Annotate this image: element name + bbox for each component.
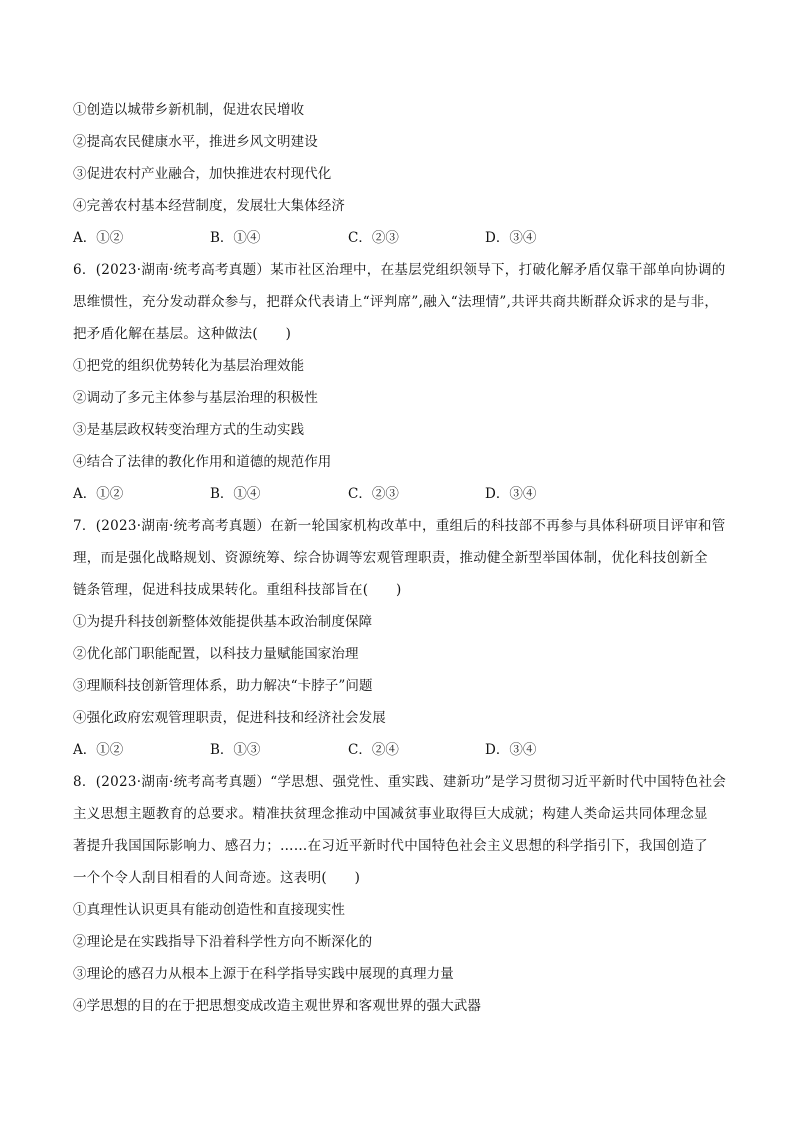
q6-option-d: D．③④ (485, 486, 537, 502)
q5-item-4: ④完善农村基本经营制度，发展壮大集体经济 (73, 198, 345, 214)
q7-stem-line-3: 链条管理，促进科技成果转化。重组科技部旨在( ) (73, 582, 402, 598)
q5-option-d: D．③④ (485, 230, 537, 246)
q8-stem-line-4: 一个个令人刮目相看的人间奇迹。这表明( ) (73, 870, 361, 886)
q7-stem-line-1: 7．(2023·湖南·统考高考真题）在新一轮国家机构改革中，重组后的科技部不再参与具体科研项目评审和管 (73, 518, 726, 534)
q6-option-a: A．①② (73, 486, 124, 502)
q8-item-2: ②理论是在实践指导下沿着科学性方向不断深化的 (73, 934, 373, 950)
q8-item-4: ④学思想的目的在于把思想变成改造主观世界和客观世界的强大武器 (73, 998, 481, 1014)
q5-option-b: B．①④ (210, 230, 261, 246)
q5-options (73, 228, 733, 248)
q5-item-1: ①创造以城带乡新机制，促进农民增收 (73, 102, 305, 118)
q6-stem-line-1: 6．(2023·湖南·统考高考真题）某市社区治理中，在基层党组织领导下，打破化解矛盾仅靠干部单向协调的 (73, 262, 726, 278)
q6-option-c: C．②③ (348, 486, 399, 502)
q6-stem-line-2: 思维惯性，充分发动群众参与，把群众代表请上“评判席”,融入“法理情”,共评共商共断群众诉求的是与非， (73, 294, 719, 310)
q5-item-2: ②提高农民健康水平，推进乡风文明建设 (73, 134, 318, 150)
q6-item-1: ①把党的组织优势转化为基层治理效能 (73, 358, 305, 374)
q8-stem-line-1: 8．(2023·湖南·统考高考真题）“学思想、强党性、重实践、建新功”是学习贯彻习近平新时代中国特色社会 (73, 774, 727, 790)
q8-stem-line-2: 主义思想主题教育的总要求。精准扶贫理念推动中国减贫事业取得巨大成就；构建人类命运共同体理念显 (73, 806, 708, 822)
q7-option-a: A．①② (73, 742, 124, 758)
q7-option-b: B．①③ (210, 742, 261, 758)
q6-item-3: ③是基层政权转变治理方式的生动实践 (73, 422, 305, 438)
q5-option-a: A．①② (73, 230, 124, 246)
q6-item-2: ②调动了多元主体参与基层治理的积极性 (73, 390, 318, 406)
q8-item-3: ③理论的感召力从根本上源于在科学指导实践中展现的真理力量 (73, 966, 454, 982)
q7-options (73, 740, 733, 760)
q6-item-4: ④结合了法律的教化作用和道德的规范作用 (73, 454, 332, 470)
q7-item-4: ④强化政府宏观管理职责，促进科技和经济社会发展 (73, 710, 386, 726)
q8-stem-line-3: 著提升我国国际影响力、感召力；……在习近平新时代中国特色社会主义思想的科学指引下，我国创造了 (73, 838, 708, 854)
q7-item-3: ③理顺科技创新管理体系，助力解决“卡脖子”问题 (73, 678, 373, 694)
q7-stem-line-2: 理，而是强化战略规划、资源统筹、综合协调等宏观管理职责，推动健全新型举国体制，优化科技创新全 (73, 550, 708, 566)
q7-option-c: C．②④ (348, 742, 399, 758)
q7-item-1: ①为提升科技创新整体效能提供基本政治制度保障 (73, 614, 373, 630)
q5-item-3: ③促进农村产业融合，加快推进农村现代化 (73, 166, 332, 182)
q6-options (73, 484, 733, 504)
q8-item-1: ①真理性认识更具有能动创造性和直接现实性 (73, 902, 345, 918)
q6-option-b: B．①④ (210, 486, 261, 502)
q7-item-2: ②优化部门职能配置，以科技力量赋能国家治理 (73, 646, 359, 662)
q6-stem-line-3: 把矛盾化解在基层。这种做法( ) (73, 326, 292, 342)
q7-option-d: D．③④ (485, 742, 537, 758)
q5-option-c: C．②③ (348, 230, 399, 246)
